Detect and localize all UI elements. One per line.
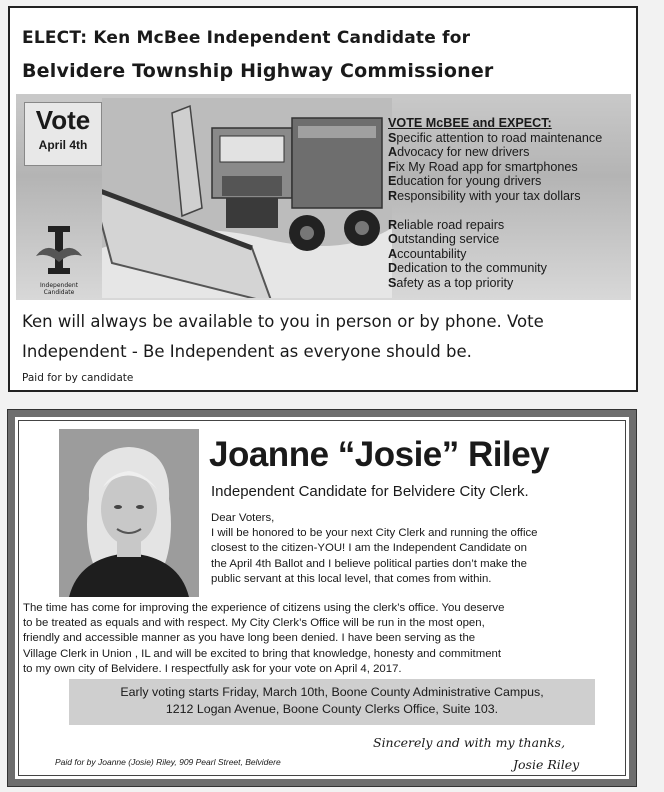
- letter-line: friendly and accessible manner as you have long been denied. I have been serving as the: [23, 632, 476, 645]
- independent-eagle-icon: [34, 222, 84, 278]
- letter-line: closest to the citizen-YOU! I am the Independent Candidate on: [211, 542, 527, 555]
- early-voting-line: Early voting starts Friday, March 10th, Boone County Administrative Campus,: [120, 685, 544, 699]
- letter-line: the April 4th Ballot and I believe political parties don’t make the: [211, 557, 527, 570]
- expect-item: Accountability: [388, 246, 467, 261]
- logo-caption: Independent Candidate: [39, 282, 79, 296]
- expect-item: Dedication to the community: [388, 261, 547, 276]
- candidate-photo-image: [59, 429, 199, 597]
- expect-item: Specific attention to road maintenance: [388, 130, 603, 145]
- early-voting-line: 1212 Logan Avenue, Boone County Clerks Office, Suite 103.: [165, 702, 499, 716]
- letter-line: public servant at this local level, that comes from within.: [211, 572, 492, 585]
- snowplow-photo: [16, 94, 631, 300]
- letter-top: [211, 511, 613, 587]
- early-voting-box: [69, 679, 595, 725]
- vote-word: Vote: [35, 105, 91, 135]
- expect-header: VOTE McBEE and EXPECT:: [388, 116, 552, 130]
- vote-badge: [24, 102, 102, 166]
- letter-line: The time has come for improving the experience of citizens using the clerk’s office. You deserve: [23, 602, 505, 614]
- expect-item: Education for young drivers: [388, 174, 542, 189]
- letter-line: to my own city of Belvidere. I respectfully ask for your vote on April 4, 2017.: [23, 662, 402, 675]
- paid-for-note: Paid for by Joanne (Josie) Riley, 909 Pearl Street, Belvidere: [55, 757, 281, 767]
- vote-date: April 4th: [38, 138, 88, 152]
- candidate-portrait: [59, 429, 199, 597]
- sign-off: Sincerely and with my thanks,: [373, 735, 566, 750]
- tagline-line1: Ken will always be available to you in person or by phone. Vote: [22, 312, 544, 331]
- independent-logo: [34, 222, 84, 294]
- signature: Josie Riley: [513, 757, 580, 772]
- expect-item: Safety as a top priority: [388, 275, 514, 290]
- expect-item: Reliable road repairs: [388, 217, 505, 232]
- tagline-line2: Independent - Be Independent as everyone should be.: [22, 342, 472, 361]
- mcbee-ad: [8, 6, 638, 392]
- expect-item: Fix My Road app for smartphones: [388, 159, 578, 174]
- letter-bottom: [23, 601, 617, 677]
- expect-item: Advocacy for new drivers: [388, 145, 530, 160]
- candidate-subtitle: Independent Candidate for Belvidere City Clerk.: [211, 483, 529, 500]
- letter-line: I will be honored to be your next City Clerk and running the office: [211, 527, 538, 540]
- expect-item: Responsibility with your tax dollars: [388, 188, 581, 203]
- expect-item: Outstanding service: [388, 232, 500, 247]
- candidate-name: Joanne “Josie” Riley: [209, 435, 550, 474]
- riley-ad: [8, 410, 636, 786]
- snowplow-truck-image: [102, 98, 392, 298]
- letter-line: Dear Voters,: [211, 512, 275, 524]
- paid-for-note: Paid for by candidate: [22, 372, 134, 384]
- letter-line: to be treated as equals and with respect. My City Clerk’s Office will be run in the most open,: [23, 617, 485, 630]
- letter-line: Village Clerk in Union , IL and will be excited to bring that knowledge, honesty and commitment: [23, 647, 502, 660]
- expect-list: [388, 116, 628, 291]
- ad-title-line1: ELECT: Ken McBee Independent Candidate for: [22, 28, 471, 48]
- ad-title-line2: Belvidere Township Highway Commissioner: [22, 60, 494, 82]
